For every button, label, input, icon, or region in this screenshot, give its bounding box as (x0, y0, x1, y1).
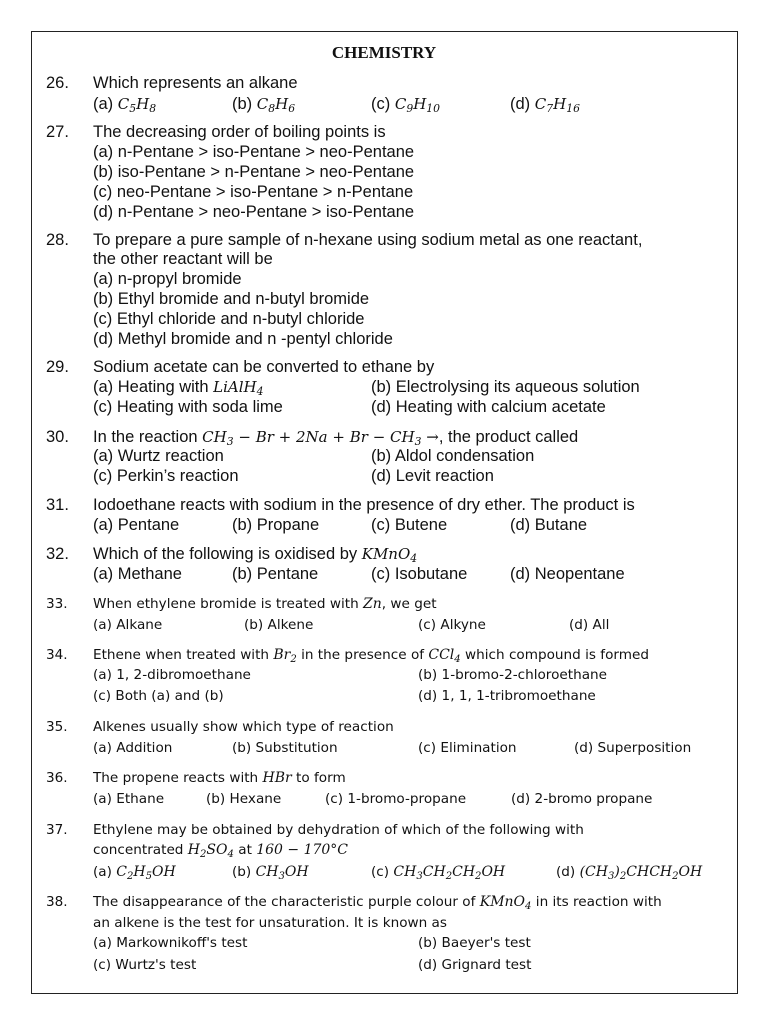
question-number: 38. (46, 894, 68, 910)
option-b: (b) iso-Pentane > n-Pentane > neo-Pentane (93, 163, 415, 181)
question-number: 30. (46, 428, 69, 446)
question-number: 26. (46, 74, 69, 92)
question-text: In the reaction $CH_3 - Br + 2Na + Br - CH_3$ →, the product called (93, 428, 579, 449)
page-title: CHEMISTRY (331, 43, 437, 62)
option-c: (c) Elimination (418, 740, 517, 756)
option-a: (a) Alkane (93, 617, 163, 633)
option-b: (b) Aldol condensation (371, 447, 535, 465)
option-a: (a) Addition (93, 740, 173, 756)
option-a: (a) $C_2H_5OH$ (93, 864, 176, 883)
question-number: 33. (46, 596, 68, 612)
option-c: (c) $C_9H_{10}$ (371, 95, 441, 116)
option-c: (c) Wurtz's test (93, 957, 197, 973)
question-text: The propene reacts with HBr to form (93, 770, 346, 786)
question-text: To prepare a pure sample of n-hexane using sodium metal as one reactant, (93, 231, 643, 249)
option-c: (c) $CH_3CH_2CH_2OH$ (371, 864, 506, 883)
question-number: 37. (46, 822, 68, 838)
question-number: 29. (46, 358, 69, 376)
question-text: The disappearance of the characteristic purple colour of KMnO$_4$ in its reaction with (93, 894, 662, 913)
option-b: (b) Electrolysing its aqueous solution (371, 378, 640, 396)
option-b: (b) Propane (232, 516, 320, 534)
option-b: (b) Baeyer's test (418, 935, 531, 951)
option-d: (d) All (569, 617, 610, 633)
question-text: Which represents an alkane (93, 74, 298, 92)
option-d: (d) $C_7H_{16}$ (510, 95, 580, 116)
option-b: (b) Substitution (232, 740, 338, 756)
option-d: (d) 1, 1, 1-tribromoethane (418, 688, 596, 704)
question-text: Iodoethane reacts with sodium in the presence of dry ether. The product is (93, 496, 635, 514)
question-text: The decreasing order of boiling points is (93, 123, 386, 141)
option-a: (a) Methane (93, 565, 182, 583)
option-c: (c) neo-Pentane > iso-Pentane > n-Pentane (93, 183, 414, 201)
option-a: (a) Pentane (93, 516, 180, 534)
question-text: Alkenes usually show which type of reaction (93, 719, 394, 735)
option-a: (a) $C_5H_8$ (93, 95, 157, 116)
option-d: (d) Heating with calcium acetate (371, 398, 606, 416)
option-b: (b) Alkene (244, 617, 314, 633)
option-a: (a) Markownikoff's test (93, 935, 248, 951)
option-c: (c) Butene (371, 516, 448, 534)
question-text: Sodium acetate can be converted to ethane by (93, 358, 435, 376)
question-number: 31. (46, 496, 69, 514)
option-a: (a) n-Pentane > iso-Pentane > neo-Pentane (93, 143, 415, 161)
option-d: (d) Grignard test (418, 957, 532, 973)
question-text: Ethylene may be obtained by dehydration of which of the following with (93, 822, 584, 838)
option-b: (b) Ethyl bromide and n-butyl bromide (93, 290, 370, 308)
option-c: (c) Ethyl chloride and n-butyl chloride (93, 310, 365, 328)
option-d: (d) Superposition (574, 740, 692, 756)
question-text-cont: the other reactant will be (93, 250, 273, 268)
option-c: (c) Alkyne (418, 617, 486, 633)
option-b: (b) Pentane (232, 565, 319, 583)
question-number: 36. (46, 770, 68, 786)
option-c: (c) Isobutane (371, 565, 468, 583)
question-number: 27. (46, 123, 69, 141)
question-number: 34. (46, 647, 68, 663)
question-text-cont: an alkene is the test for unsaturation. It is known as (93, 915, 447, 931)
option-a: (a) Heating with LiAlH$_4$ (93, 378, 264, 399)
option-a: (a) Wurtz reaction (93, 447, 224, 465)
option-d: (d) 2-bromo propane (511, 791, 653, 807)
option-d: (d) $(CH_3)_2CHCH_2OH$ (556, 864, 703, 883)
option-b: (b) $CH_3OH$ (232, 864, 309, 883)
option-c: (c) Heating with soda lime (93, 398, 283, 416)
option-d: (d) Butane (510, 516, 588, 534)
option-b: (b) 1-bromo-2-chloroethane (418, 667, 608, 683)
question-number: 28. (46, 231, 69, 249)
option-a: (a) n-propyl bromide (93, 270, 242, 288)
question-number: 32. (46, 545, 69, 563)
option-d: (d) Levit reaction (371, 467, 494, 485)
option-c: (c) Both (a) and (b) (93, 688, 224, 704)
option-c: (c) Perkin’s reaction (93, 467, 239, 485)
question-text: When ethylene bromide is treated with Zn, we get (93, 596, 437, 612)
option-a: (a) 1, 2-dibromoethane (93, 667, 251, 683)
option-d: (d) n-Pentane > neo-Pentane > iso-Pentane (93, 203, 415, 221)
option-a: (a) Ethane (93, 791, 165, 807)
question-text: Ethene when treated with $Br_2$ in the presence of CCl$_4$ which compound is formed (93, 647, 649, 666)
option-d: (d) Neopentane (510, 565, 625, 583)
option-d: (d) Methyl bromide and n -pentyl chloride (93, 330, 393, 348)
option-b: (b) Hexane (206, 791, 282, 807)
question-text: Which of the following is oxidised by KMnO$_4$ (93, 545, 418, 566)
question-number: 35. (46, 719, 68, 735)
option-b: (b) $C_8H_6$ (232, 95, 296, 116)
question-text-cont: concentrated $H_2SO_4$ at 160 − 170°C (93, 842, 349, 861)
option-c: (c) 1-bromo-propane (325, 791, 467, 807)
